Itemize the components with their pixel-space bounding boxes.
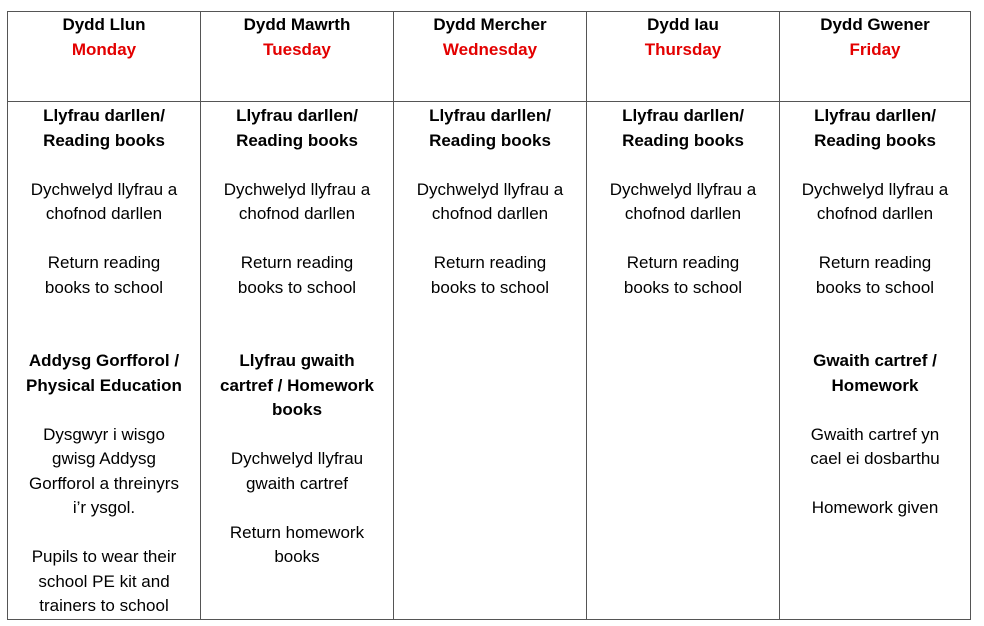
reading-heading-english: Reading books [43, 130, 165, 150]
day-header-friday [780, 12, 971, 102]
reading-welsh-line: Dychwelyd llyfrau a [801, 179, 949, 199]
english-day-name: Friday [849, 39, 901, 59]
reading-welsh-line: Dychwelyd llyfrau a [30, 179, 178, 199]
day-header-tuesday [201, 12, 394, 102]
monday-cell [8, 102, 201, 620]
reading-english-line: books to school [237, 277, 357, 297]
reading-welsh-line: chofnod darllen [816, 204, 934, 223]
reading-welsh-line: Dychwelyd llyfrau a [609, 179, 757, 199]
reading-welsh-line: chofnod darllen [431, 204, 549, 223]
reading-welsh-line: Dychwelyd llyfrau a [223, 179, 371, 199]
reading-english-line: Return reading [433, 253, 547, 272]
english-day-name: Wednesday [442, 39, 538, 59]
homework-welsh-line: Dychwelyd llyfrau [230, 449, 364, 468]
welsh-day-name: Dydd Iau [647, 15, 719, 34]
reading-heading-welsh: Llyfrau darllen/ [43, 106, 165, 125]
weekly-timetable [7, 11, 971, 620]
english-day-name: Tuesday [263, 39, 331, 59]
english-day-name: Monday [71, 39, 137, 59]
reading-english-line: Return reading [240, 253, 354, 272]
day-content-row [8, 102, 971, 620]
homework-books-heading: Llyfrau gwaith [239, 351, 355, 370]
homework-books-heading: cartref / Homework [220, 375, 374, 395]
welsh-day-name: Dydd Llun [62, 15, 146, 34]
pe-english-line: Pupils to wear their [31, 547, 177, 566]
wednesday-cell [394, 102, 587, 620]
homework-english-line: Return homework [229, 522, 365, 542]
homework-english-line: books [274, 547, 320, 566]
reading-english-line: books to school [815, 277, 935, 297]
day-header-wednesday [394, 12, 587, 102]
reading-english-line: Return reading [818, 253, 932, 272]
thursday-cell [587, 102, 780, 620]
tuesday-cell [201, 102, 394, 620]
homework-heading: Gwaith cartref / [813, 351, 937, 370]
reading-english-line: books to school [430, 277, 550, 297]
pe-english-line: school PE kit and [38, 571, 170, 591]
day-header-monday [8, 12, 201, 102]
welsh-day-name: Dydd Mawrth [243, 15, 351, 34]
english-day-name: Thursday [644, 39, 722, 59]
reading-heading-welsh: Llyfrau darllen/ [622, 106, 744, 125]
reading-heading-english: Reading books [429, 130, 551, 150]
reading-welsh-line: Dychwelyd llyfrau a [416, 179, 564, 199]
reading-english-line: Return reading [47, 253, 161, 272]
reading-welsh-line: chofnod darllen [624, 204, 742, 223]
homework-english-line: Homework given [811, 498, 939, 517]
reading-welsh-line: chofnod darllen [45, 204, 163, 223]
homework-welsh-line: cael ei dosbarthu [810, 449, 940, 468]
reading-welsh-line: chofnod darllen [238, 204, 356, 223]
pe-welsh-line: Gorfforol a threinyrs [29, 473, 179, 493]
friday-cell [780, 102, 971, 620]
reading-heading-welsh: Llyfrau darllen/ [814, 106, 936, 125]
pe-welsh-line: gwisg Addysg [52, 449, 156, 468]
reading-heading-english: Reading books [622, 130, 744, 150]
pe-heading: Physical Education [26, 375, 182, 395]
homework-heading: Homework [831, 375, 919, 395]
day-header-thursday [587, 12, 780, 102]
reading-heading-english: Reading books [814, 130, 936, 150]
homework-books-heading: books [271, 400, 323, 419]
pe-welsh-line: Dysgwyr i wisgo [43, 424, 165, 444]
pe-heading: Addysg Gorfforol / [28, 351, 180, 370]
welsh-day-name: Dydd Gwener [820, 15, 930, 34]
homework-welsh-line: Gwaith cartref yn [810, 424, 940, 444]
pe-welsh-line: i’r ysgol. [72, 498, 136, 517]
reading-heading-english: Reading books [236, 130, 358, 150]
day-header-row [8, 12, 971, 102]
reading-english-line: books to school [623, 277, 743, 297]
welsh-day-name: Dydd Mercher [433, 15, 547, 34]
reading-heading-welsh: Llyfrau darllen/ [236, 106, 358, 125]
reading-english-line: Return reading [626, 253, 740, 272]
reading-heading-welsh: Llyfrau darllen/ [429, 106, 551, 125]
pe-english-line: trainers to school [39, 596, 169, 615]
homework-welsh-line: gwaith cartref [245, 473, 349, 493]
reading-english-line: books to school [44, 277, 164, 297]
